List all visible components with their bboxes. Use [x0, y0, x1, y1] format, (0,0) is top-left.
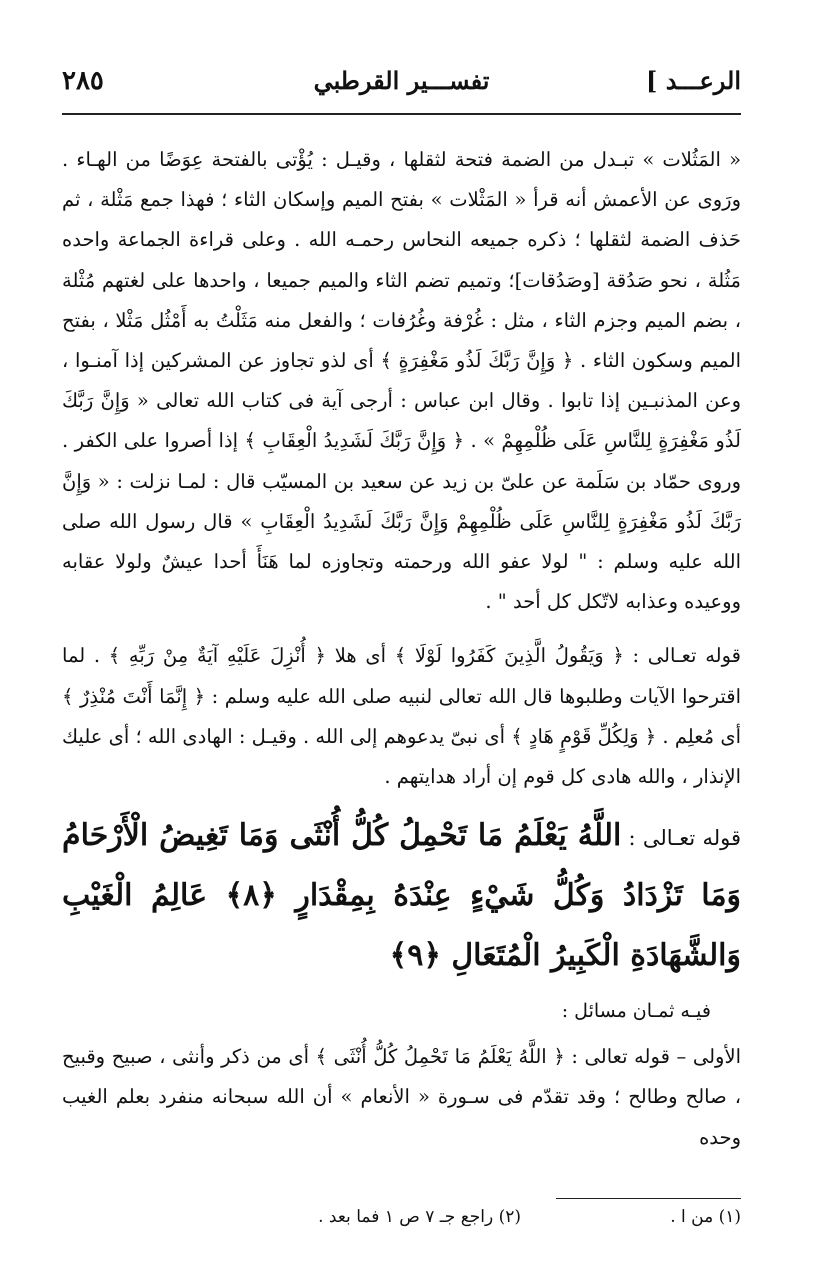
- page-header: [62, 58, 741, 108]
- page-body: [62, 140, 741, 1158]
- running-head-title: تفســـير القرطبي: [313, 66, 490, 95]
- running-head-surah: الرعـــد ]: [646, 66, 741, 95]
- paragraph-mathulat: « المَثُلات » تبـدل من الضمة فتحة لثقلها ، وقيـل : يُؤْتى بالفتحة عِوَضًا من الهـاء . ورَوى عن الأعمش أنه قرأ « المَثْلات » بفتح الميم وإسكان الثاء ؛ فهذا جمع مَثْلة ، ثم حَذف الضمة لثقلها ؛ ذكره جميعه النحاس رحمـه الله . وعلى قراءة الجماعة واحده مَثُلة ، نحو صَدُقة [وصَدُقات]؛ وتميم تضم الثاء والميم جميعا ، واحدها على لغتهم مُثْلة ، بضم الميم وجزم الثاء ، مثل : غُرْفة وغُرُفات ؛ والفعل منه مَثَلْتُ به أَمْثُل مَثْلا ، بفتح الميم وسكون الثاء . ﴿ وَإِنَّ رَبَّكَ لَذُو مَغْفِرَةٍ ﴾ أى لذو تجاوز عن المشركين إذا آمنـوا ، وعن المذنبـين إذا تابوا . وقال ابن عباس : أرجى آية فى كتاب الله تعالى « وَإِنَّ رَبَّكَ لَذُو مَغْفِرَةٍ لِلنَّاسِ عَلَى ظُلْمِهِمْ » . ﴿ وَإِنَّ رَبَّكَ لَشَدِيدُ الْعِقَابِ ﴾ إذا أصروا على الكفر . وروى حمّاد بن سَلَمة عن علىّ بن زيد عن سعيد بن المسيّب قال : لمـا نزلت : « وَإِنَّ رَبَّكَ لَذُو مَغْفِرَةٍ لِلنَّاسِ عَلَى ظُلْمِهِمْ وَإِنَّ رَبَّكَ لَشَدِيدُ الْعِقَابِ » قال رسول الله صلى الله عليه وسلم : " لولا عفو الله ورحمته وتجاوزه لما هَنَأَ أحدا عيشٌ ولولا عقابه ووعيده وعذابه لاتّكل كل أحد " .: [62, 148, 741, 614]
- issues-intro: فيـه ثمـان مسائل :: [561, 1000, 711, 1023]
- paragraph-first-issue: الأولى – قوله تعالى : ﴿ اللَّهُ يَعْلَمُ مَا تَحْمِلُ كُلُّ أُنْثَى ﴾ أى من ذكر وأنثى ، صبيح وقبيح ، صالح وطالح ؛ وقد تقدّم فى سـورة « الأنعام » أن الله سبحانه منفرد بعلم الغيب وحده: [62, 1045, 741, 1149]
- header-rule: [62, 113, 741, 115]
- verse-block: [62, 807, 741, 987]
- paragraph-lawla-unzila: قوله تعـالى : ﴿ وَيَقُولُ الَّذِينَ كَفَرُوا لَوْلَا ﴾ أى هلا ﴿ أُنْزِلَ عَلَيْهِ آيَةٌ مِنْ رَبِّهِ ﴾ . لما اقترحوا الآيات وطلبوها قال الله تعالى لنبيه صلى الله عليه وسلم : ﴿ إِنَّمَا أَنْتَ مُنْذِرٌ ﴾ أى مُعلِم . ﴿ وَلِكُلِّ قَوْمٍ هَادٍ ﴾ أى نبىّ يدعوهم إلى الله . وقيـل : الهادى الله ؛ أى عليك الإنذار ، والله هادى كل قوم إن أراد هدايتهم .: [62, 644, 741, 789]
- footnote-rule: [556, 1198, 741, 1199]
- quran-verse-text: اللَّهُ يَعْلَمُ مَا تَحْمِلُ كُلُّ أُنْثَى وَمَا تَغِيضُ الْأَرْحَامُ وَمَا تَزْدَادُ وَكُلُّ شَيْءٍ عِنْدَهُ بِمِقْدَارٍ ﴿٨﴾ عَالِمُ الْغَيْبِ وَالشَّهَادَةِ الْكَبِيرُ الْمُتَعَالِ ﴿٩﴾: [62, 818, 741, 974]
- verse-intro: قوله تعـالى :: [628, 826, 742, 851]
- page-number: ٢٨٥: [62, 66, 104, 96]
- footnote-2: (٢) راجع جـ ٧ ص ١ فما بعد .: [318, 1207, 521, 1227]
- footnote-1: (١) من ا .: [670, 1207, 741, 1227]
